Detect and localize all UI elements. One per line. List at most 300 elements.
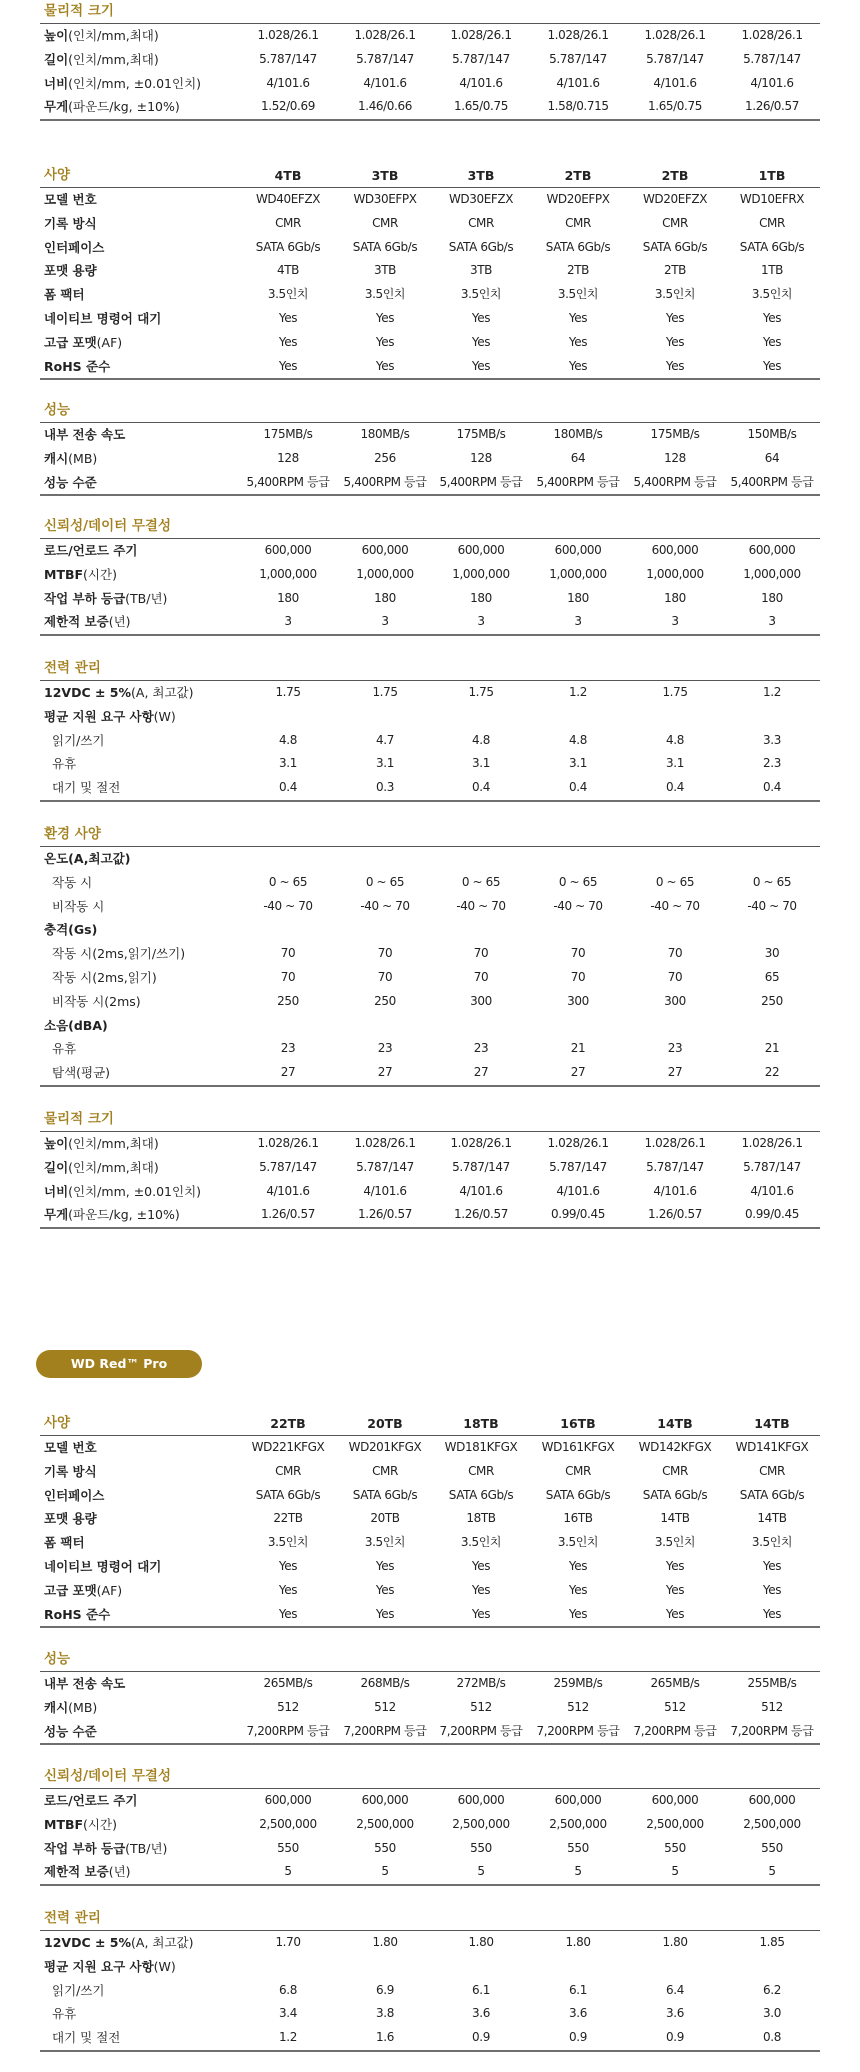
cell-value: Yes: [375, 358, 395, 373]
row-label: [44, 610, 131, 634]
row-label: [44, 587, 167, 611]
row-label-unit: (년): [108, 614, 131, 630]
spec-row: [40, 1531, 820, 1555]
cell-value: 180: [567, 590, 589, 605]
cell-value: 0.4: [666, 780, 684, 795]
cell-value: 6.1: [569, 1982, 587, 1997]
cell-value: 6.1: [472, 1982, 490, 1997]
cell-value: 255MB/s: [747, 1676, 797, 1690]
row-label: [44, 259, 97, 283]
cell-value: 600,000: [457, 1793, 505, 1807]
cell-value: 1.65/0.75: [454, 99, 508, 114]
row-label-text: MTBF: [44, 1816, 84, 1832]
cell-value: 2TB: [664, 263, 686, 278]
row-label-text: MTBF: [44, 566, 84, 582]
cell-value: 5: [671, 1864, 679, 1879]
cell-value: 0.8: [763, 2030, 781, 2045]
cell-value: 7,200RPM 등급: [343, 1723, 427, 1738]
cell-value: 5,400RPM 등급: [343, 474, 427, 489]
cell-value: 3.5인치: [557, 1535, 599, 1550]
row-label: [44, 1720, 97, 1744]
row-label: [52, 752, 76, 776]
cell-value: 265MB/s: [650, 1676, 700, 1690]
cell-value: 3.1: [279, 756, 297, 771]
spec-row: [40, 1579, 820, 1603]
cell-value: 512: [761, 1699, 783, 1714]
spec-row: [40, 918, 820, 942]
cell-value: 175MB/s: [650, 427, 700, 441]
cell-value: 1,000,000: [356, 566, 414, 581]
section-title: 사양: [44, 167, 71, 183]
row-label-text: 탐색(평균): [52, 1065, 111, 1081]
spec-row: [40, 1061, 820, 1085]
cell-value: Yes: [762, 358, 782, 373]
row-label-unit: (파운드/kg, ±10%): [68, 99, 180, 115]
cell-value: 5.787/147: [646, 1159, 704, 1174]
spec-row: [40, 1672, 820, 1696]
cell-value: 5,400RPM 등급: [536, 474, 620, 489]
cell-value: 3.8: [376, 2006, 394, 2021]
cell-value: -40 ~ 70: [360, 898, 410, 913]
cell-value: 2,500,000: [452, 1816, 510, 1831]
capacity-header: 16TB: [560, 1416, 596, 1431]
row-label-unit: (인치/mm,최대): [68, 28, 159, 43]
cell-value: 70: [473, 969, 489, 984]
row-label: [52, 895, 104, 919]
cell-value: 65: [764, 969, 780, 984]
cell-value: 600,000: [554, 543, 602, 557]
row-label: [44, 1203, 180, 1227]
cell-value: 1.80: [372, 1935, 398, 1949]
capacity-header: 22TB: [270, 1416, 306, 1431]
row-label-text: 포맷 용량: [44, 263, 97, 279]
cell-value: 1.028/26.1: [257, 1136, 319, 1150]
cell-value: 18TB: [466, 1511, 496, 1526]
row-label: [52, 2002, 76, 2026]
spec-row: [40, 72, 820, 96]
capacity-header: 1TB: [758, 168, 786, 183]
cell-value: 180: [277, 590, 299, 605]
spec-row: [40, 847, 820, 871]
cell-value: 1.70: [275, 1935, 301, 1949]
cell-value: 512: [277, 1699, 299, 1714]
cell-value: Yes: [375, 1606, 395, 1621]
section-title: 성능: [40, 1648, 820, 1672]
cell-value: 1.028/26.1: [644, 1136, 706, 1150]
cell-value: Yes: [375, 1558, 395, 1573]
row-label: [44, 48, 159, 72]
cell-value: 600,000: [748, 1793, 796, 1807]
physical-size-section: [40, 0, 820, 121]
row-label-text: 평균 지원 요구 사항: [44, 708, 154, 724]
row-label: [44, 1436, 97, 1460]
row-label-unit: (MB): [68, 450, 98, 466]
cell-value: 3: [284, 614, 292, 629]
spec-row: [40, 1436, 820, 1460]
row-label: [44, 471, 97, 495]
cell-value: 4/101.6: [266, 1183, 310, 1198]
cell-value: 70: [667, 969, 683, 984]
performance-section: [40, 399, 820, 496]
spec-row: [40, 776, 820, 800]
wd-red-pro-badge: WD Red™ Pro: [36, 1350, 202, 1378]
cell-value: 5.787/147: [452, 51, 510, 66]
spec-row: [40, 355, 820, 379]
row-label-unit: (TB/년): [125, 1840, 168, 1856]
cell-value: Yes: [762, 1558, 782, 1573]
row-label-text: 모델 번호: [44, 192, 97, 207]
cell-value: 1.028/26.1: [354, 28, 416, 42]
row-label-text: 네이티브 명령어 대기: [44, 310, 162, 326]
row-label: [44, 95, 180, 119]
section-title: 물리적 크기: [40, 1108, 820, 1132]
cell-value: SATA 6Gb/s: [352, 239, 418, 254]
cell-value: -40 ~ 70: [263, 898, 313, 913]
spec-row: [40, 283, 820, 307]
cell-value: 5.787/147: [646, 51, 704, 66]
cell-value: 1.028/26.1: [257, 28, 319, 42]
spec-row: [40, 871, 820, 895]
cell-value: 1.26/0.57: [358, 1207, 412, 1222]
row-label-text: 너비: [44, 75, 69, 91]
row-label-text: 성능 수준: [44, 1723, 97, 1739]
row-label-text: 12VDC ± 5%: [44, 685, 132, 700]
row-label-text: 읽기/쓰기: [52, 1982, 105, 1998]
cell-value: 300: [664, 993, 686, 1008]
spec-row: [40, 1837, 820, 1861]
cell-value: 5,400RPM 등급: [730, 474, 814, 489]
row-label-unit: (W): [153, 708, 176, 724]
cell-value: 1,000,000: [452, 566, 510, 581]
cell-value: 3.4: [279, 2006, 297, 2021]
row-label-text: 인터페이스: [44, 1487, 105, 1503]
row-label: [44, 355, 110, 379]
cell-value: SATA 6Gb/s: [642, 1487, 708, 1502]
cell-value: -40 ~ 70: [650, 898, 700, 913]
cell-value: 0 ~ 65: [365, 874, 405, 889]
cell-value: 550: [374, 1840, 396, 1855]
cell-value: 6.8: [279, 1982, 297, 1997]
cell-value: 600,000: [651, 1793, 699, 1807]
spec-row: [40, 895, 820, 919]
cell-value: 2,500,000: [646, 1816, 704, 1831]
cell-value: 180: [761, 590, 783, 605]
cell-value: 1.46/0.66: [358, 99, 412, 114]
cell-value: 14TB: [757, 1511, 787, 1526]
cell-value: 4/101.6: [459, 75, 503, 90]
cell-value: WD20EFZX: [642, 192, 708, 206]
cell-value: SATA 6Gb/s: [255, 239, 321, 254]
cell-value: 70: [377, 946, 393, 961]
cell-value: 300: [470, 993, 492, 1008]
cell-value: 27: [280, 1065, 296, 1080]
cell-value: Yes: [278, 1606, 298, 1621]
cell-value: 4/101.6: [750, 75, 794, 90]
spec-row: [40, 1720, 820, 1744]
physical-size-section: [40, 1108, 820, 1229]
cell-value: 4.7: [376, 732, 394, 747]
row-label: [44, 1507, 97, 1531]
cell-value: 1.52/0.69: [261, 99, 315, 114]
cell-value: 1.75: [275, 685, 301, 699]
cell-value: 20TB: [370, 1511, 400, 1526]
cell-value: -40 ~ 70: [747, 898, 797, 913]
row-label-text: 비작동 시: [52, 898, 105, 914]
cell-value: CMR: [759, 215, 785, 230]
cell-value: 3.5인치: [460, 1535, 502, 1550]
cell-value: 1.80: [565, 1935, 591, 1949]
cell-value: CMR: [565, 1463, 591, 1478]
cell-value: -40 ~ 70: [553, 898, 603, 913]
cell-value: 6.9: [376, 1982, 394, 1997]
row-label-text: 너비: [44, 1183, 69, 1199]
cell-value: 0.3: [376, 780, 394, 795]
cell-value: 600,000: [457, 543, 505, 557]
cell-value: 4/101.6: [750, 1183, 794, 1198]
row-label-text: 제한적 보증: [44, 614, 109, 630]
row-label-text: 대기 및 절전: [52, 2030, 121, 2046]
cell-value: 4.8: [569, 732, 587, 747]
section-title: 전력 관리: [40, 657, 820, 681]
cell-value: 3.1: [472, 756, 490, 771]
cell-value: Yes: [278, 310, 298, 325]
cell-value: 1.028/26.1: [450, 1136, 512, 1150]
row-label: [44, 283, 85, 307]
cell-value: CMR: [468, 215, 494, 230]
row-label-text: 로드/언로드 주기: [44, 1793, 138, 1808]
cell-value: 2TB: [567, 263, 589, 278]
row-label: [44, 1860, 131, 1884]
spec-row: [40, 2026, 820, 2050]
cell-value: 150MB/s: [747, 427, 797, 441]
cell-value: 3.5인치: [364, 287, 406, 302]
cell-value: CMR: [565, 215, 591, 230]
cell-value: 180: [470, 590, 492, 605]
row-label: [44, 1931, 194, 1955]
cell-value: SATA 6Gb/s: [448, 239, 514, 254]
cell-value: -40 ~ 70: [456, 898, 506, 913]
cell-value: 4/101.6: [459, 1183, 503, 1198]
cell-value: 600,000: [554, 1793, 602, 1807]
cell-value: 3.1: [569, 756, 587, 771]
row-label-text: 12VDC ± 5%: [44, 1935, 132, 1950]
row-label: [44, 1460, 97, 1484]
row-label-unit: (인치/mm,최대): [68, 51, 159, 67]
cell-value: 512: [567, 1699, 589, 1714]
cell-value: Yes: [471, 310, 491, 325]
section-title: 전력 관리: [40, 1907, 820, 1931]
cell-value: 4/101.6: [363, 1183, 407, 1198]
row-label: [44, 1014, 108, 1038]
spec-row: [40, 1955, 820, 1979]
specs-section: [40, 164, 820, 380]
cell-value: 1,000,000: [549, 566, 607, 581]
cell-value: 3.1: [666, 756, 684, 771]
cell-value: 128: [664, 450, 686, 465]
cell-value: CMR: [275, 215, 301, 230]
row-label-unit: (A, 최고값): [131, 685, 194, 700]
row-label: [44, 447, 97, 471]
cell-value: SATA 6Gb/s: [448, 1487, 514, 1502]
spec-row: [40, 1156, 820, 1180]
row-label: [44, 1955, 176, 1979]
cell-value: 180: [374, 590, 396, 605]
spec-row: [40, 1555, 820, 1579]
cell-value: 0.99/0.45: [745, 1207, 799, 1222]
environment-section: [40, 823, 820, 1087]
cell-value: Yes: [568, 1558, 588, 1573]
cell-value: Yes: [762, 1582, 782, 1597]
cell-value: 3: [671, 614, 679, 629]
spec-row: [40, 539, 820, 563]
cell-value: 23: [473, 1041, 489, 1056]
cell-value: 5.787/147: [356, 51, 414, 66]
cell-value: 27: [473, 1065, 489, 1080]
spec-row: [40, 447, 820, 471]
cell-value: 268MB/s: [360, 1676, 410, 1690]
cell-value: 0 ~ 65: [558, 874, 598, 889]
cell-value: 1.75: [468, 685, 494, 699]
row-label: [44, 1813, 117, 1837]
cell-value: 256: [374, 450, 396, 465]
cell-value: 265MB/s: [263, 1676, 313, 1690]
cell-value: SATA 6Gb/s: [545, 1487, 611, 1502]
spec-row: [40, 1860, 820, 1884]
cell-value: 70: [280, 969, 296, 984]
spec-row: [40, 1789, 820, 1813]
cell-value: 21: [764, 1041, 780, 1056]
row-label-text: 로드/언로드 주기: [44, 543, 138, 558]
spec-row: [40, 307, 820, 331]
row-label-text: 기록 방식: [44, 215, 97, 231]
capacity-header: 3TB: [371, 168, 399, 183]
cell-value: 4/101.6: [363, 75, 407, 90]
cell-value: CMR: [468, 1463, 494, 1478]
cell-value: 600,000: [748, 543, 796, 557]
row-label: [44, 1555, 161, 1579]
cell-value: 3: [768, 614, 776, 629]
row-label-text: 내부 전송 속도: [44, 427, 126, 442]
row-label: [44, 681, 194, 705]
cell-value: 2,500,000: [743, 1816, 801, 1831]
row-label-text: 높이: [44, 1136, 69, 1151]
row-label: [44, 1156, 159, 1180]
row-label: [52, 1061, 110, 1085]
cell-value: 3.0: [763, 2006, 781, 2021]
cell-value: 5: [381, 1864, 389, 1879]
cell-value: SATA 6Gb/s: [739, 1487, 805, 1502]
cell-value: 5,400RPM 등급: [439, 474, 523, 489]
cell-value: 4/101.6: [653, 75, 697, 90]
cell-value: Yes: [375, 1582, 395, 1597]
cell-value: Yes: [278, 1582, 298, 1597]
row-label: [44, 847, 130, 871]
row-label: [44, 1837, 167, 1861]
spec-row: [40, 24, 820, 48]
cell-value: 1.028/26.1: [741, 28, 803, 42]
cell-value: 1.26/0.57: [454, 1207, 508, 1222]
cell-value: 4.8: [666, 732, 684, 747]
cell-value: 27: [570, 1065, 586, 1080]
cell-value: CMR: [275, 1463, 301, 1478]
cell-value: 250: [277, 993, 299, 1008]
row-label: [44, 563, 117, 587]
cell-value: Yes: [278, 334, 298, 349]
cell-value: 1.26/0.57: [648, 1207, 702, 1222]
cell-value: 1.80: [468, 1935, 494, 1949]
cell-value: 0 ~ 65: [655, 874, 695, 889]
row-label: [44, 72, 201, 96]
cell-value: 3TB: [374, 263, 396, 278]
spec-row: [40, 966, 820, 990]
spec-row: [40, 1507, 820, 1531]
row-label: [44, 1789, 137, 1813]
cell-value: 512: [664, 1699, 686, 1714]
cell-value: Yes: [278, 1558, 298, 1573]
cell-value: 70: [377, 969, 393, 984]
row-label-text: 네이티브 명령어 대기: [44, 1558, 162, 1574]
cell-value: 3.5인치: [267, 1535, 309, 1550]
cell-value: 1TB: [761, 263, 783, 278]
cell-value: 6.2: [763, 1982, 781, 1997]
row-label-text: 평균 지원 요구 사항: [44, 1958, 154, 1974]
row-label: [52, 942, 185, 966]
cell-value: 64: [764, 450, 780, 465]
cell-value: 0.4: [279, 780, 297, 795]
row-label: [52, 990, 141, 1014]
cell-value: 0 ~ 65: [752, 874, 792, 889]
cell-value: Yes: [375, 310, 395, 325]
cell-value: 7,200RPM 등급: [730, 1723, 814, 1738]
cell-value: 3.5인치: [557, 287, 599, 302]
cell-value: 250: [374, 993, 396, 1008]
cell-value: 4TB: [277, 263, 299, 278]
spec-row: [40, 1484, 820, 1508]
spec-row: [40, 563, 820, 587]
spec-row: [40, 423, 820, 447]
row-label-text: 작업 부하 등급: [44, 590, 126, 606]
cell-value: 175MB/s: [263, 427, 313, 441]
cell-value: 272MB/s: [456, 1676, 506, 1690]
cell-value: 3: [574, 614, 582, 629]
cell-value: 5: [284, 1864, 292, 1879]
cell-value: 550: [664, 1840, 686, 1855]
spec-row: [40, 610, 820, 634]
power-section: [40, 657, 820, 802]
capacity-header: 14TB: [657, 1416, 693, 1431]
cell-value: 70: [473, 946, 489, 961]
cell-value: 5.787/147: [743, 1159, 801, 1174]
cell-value: Yes: [278, 358, 298, 373]
specs-section: [40, 1412, 820, 1628]
row-label-unit: (인치/mm,최대): [68, 1159, 159, 1175]
row-label: [52, 871, 92, 895]
cell-value: Yes: [665, 334, 685, 349]
row-label-text: 캐시: [44, 450, 69, 466]
row-label-text: 모델 번호: [44, 1440, 97, 1455]
section-title: 신뢰성/데이터 무결성: [40, 1765, 820, 1789]
cell-value: Yes: [665, 310, 685, 325]
cell-value: 3.5인치: [364, 1535, 406, 1550]
cell-value: 64: [570, 450, 586, 465]
spec-row: [40, 705, 820, 729]
cell-value: 6.4: [666, 1982, 684, 1997]
cell-value: 600,000: [651, 543, 699, 557]
cell-value: CMR: [372, 1463, 398, 1478]
spec-row: [40, 48, 820, 72]
row-label-text: 작동 시(2ms,읽기/쓰기): [52, 946, 186, 962]
cell-value: 1.26/0.57: [745, 99, 799, 114]
